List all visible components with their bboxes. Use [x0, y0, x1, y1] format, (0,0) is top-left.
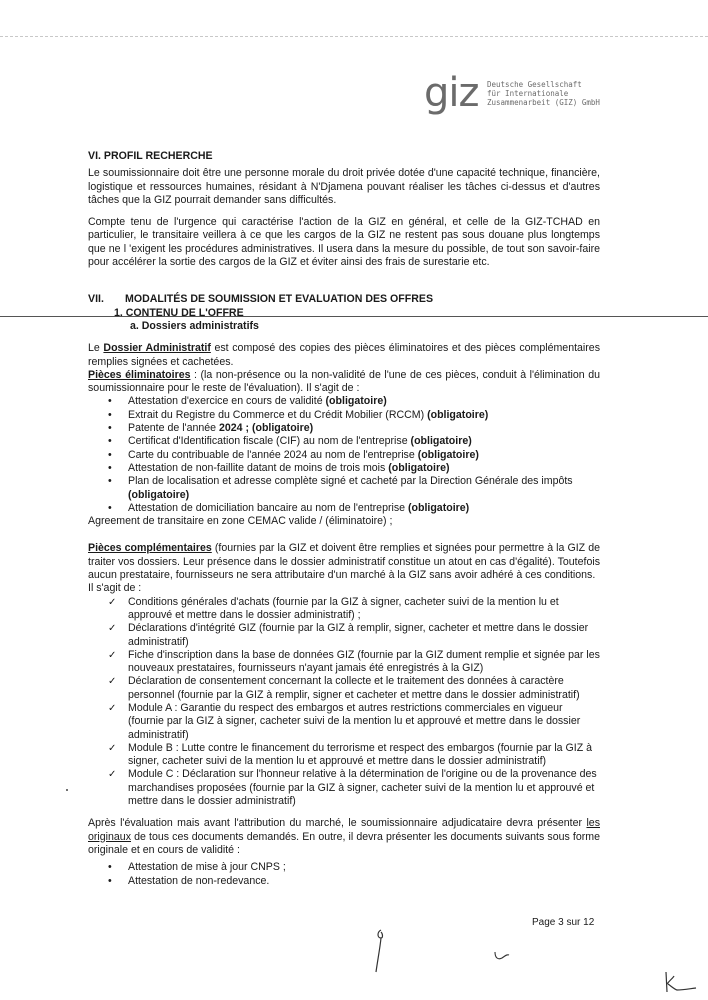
- list-item: ✓ Module B : Lutte contre le financement du terrorisme et respect des embargos (fournie par la GIZ à signer, cacheter suivi de la mention lu et approuvé et mettre dans le dossier administratif): [88, 742, 600, 769]
- section-6-paragraph-1: Le soumissionnaire doit être une personne morale du droit privée dotée d'une capacité technique, financière, logistique et ressources humaines, résidant à N'Djamena pouvant réaliser les tâches ci-dessus et d'autres tâches que la GIZ pourrait demander sans difficultés.: [88, 167, 600, 206]
- list-item: ✓ Conditions générales d'achats (fournie par la GIZ à signer, cacheter suivi de la mention lu et approuvé et mettre dans le dossier administratif) ;: [88, 596, 600, 623]
- elim-intro: Pièces éliminatoires : (la non-présence ou la non-validité de l'une de ces pièces, conduit à l'élimination du soumissionnaire pour le reste de l'évaluation). Il s'agit de :: [88, 368, 600, 395]
- handwritten-initial-mark: [368, 926, 388, 974]
- subsection-1-title: 1. CONTENU DE L'OFFRE: [114, 306, 244, 319]
- subsection-a-title: a. Dossiers administratifs: [130, 319, 259, 332]
- originals-term: les originaux: [88, 817, 600, 843]
- list-item: • Extrait du Registre du Commerce et du Crédit Mobilier (RCCM) (obligatoire): [88, 409, 600, 422]
- list-item: • Certificat d'Identification fiscale (CIF) au nom de l'entreprise (obligatoire): [88, 435, 600, 448]
- comp-list: [88, 596, 600, 809]
- elim-list: [88, 395, 600, 515]
- list-item: • Attestation de domiciliation bancaire au nom de l'entreprise (obligatoire): [88, 502, 600, 515]
- page-number: Page 3 sur 12: [532, 917, 595, 928]
- page-content: [88, 150, 600, 888]
- list-item: • Patente de l'année 2024 ; (obligatoire): [88, 422, 600, 435]
- list-item: • Carte du contribuable de l'année 2024 au nom de l'entreprise (obligatoire): [88, 449, 600, 462]
- handwritten-initial-mark: [492, 948, 512, 964]
- scan-dot: [66, 789, 68, 791]
- list-item: ✓ Module A : Garantie du respect des embargos et autres restrictions commerciales en vigueur (fournie par la GIZ à signer, cacheter suivi de la mention lu et approuvé et mettre dans le dossier administratif): [88, 702, 600, 742]
- final-list: [88, 861, 600, 888]
- handwritten-initial-mark: [662, 970, 698, 994]
- section-7-title: MODALITÉS DE SOUMISSION ET EVALUATION DES OFFRES: [125, 293, 434, 306]
- scan-artifact-line: [0, 36, 708, 37]
- dossier-intro: Le Dossier Administratif est composé des copies des pièces éliminatoires et des pièces complémentaires remplies signées et cachetées.: [88, 342, 600, 368]
- section-6-paragraph-2: Compte tenu de l'urgence qui caractérise l'action de la GIZ en général, et celle de la GIZ-TCHAD en particulier, le transitaire veillera à ce que les cargos de la GIZ ne restent pas sous douane plus longtemps que ne l 'exigent les procédures administratives. Il usera dans la mesure du possible, de tout son savoir-faire pour accélérer la sortie des cargos de la GIZ et éviter ainsi des frais de surestarie etc.: [88, 216, 600, 269]
- list-item: ✓ Fiche d'inscription dans la base de données GIZ (fournie par la GIZ dument remplie et signée par les nouveaux prestataires, fournisseurs n'ayant jamais été enregistrés à la GIZ): [88, 649, 600, 676]
- giz-logo-mark: giz: [424, 70, 479, 116]
- after-evaluation-paragraph: Après l'évaluation mais avant l'attribution du marché, le soumissionnaire adjudicataire devra présenter les originaux de tous ces documents demandés. En outre, il devra présenter les documents suivants sous forme originale et en cours de validité :: [88, 817, 600, 856]
- agrement-line: Agreement de transitaire en zone CEMAC valide / (éliminatoire) ;: [88, 515, 393, 528]
- list-item: ✓ Déclarations d'intégrité GIZ (fournie par la GIZ à remplir, signer, cacheter et mettre dans le dossier administratif): [88, 622, 600, 649]
- section-7-number: VII.: [88, 293, 104, 306]
- dossier-term: Dossier Administratif: [103, 342, 211, 355]
- elim-term: Pièces éliminatoires: [88, 368, 191, 381]
- list-item: ✓ Déclaration de consentement concernant la collecte et le traitement des données à caractère personnel (fournie par la GIZ à remplir, signer et cacheter et mettre dans le dossier administratif): [88, 675, 600, 702]
- comp-lead: Il s'agit de :: [88, 582, 142, 595]
- comp-intro: Pièces complémentaires (fournies par la GIZ et doivent être remplies et signées pour permettre à la GIZ de traiter vos dossiers. Leur présence dans le dossier administratif constitue un atout en cas d'égalité). Toutefois aucun prestataire, fournisseurs ne sera attributaire d'un marché à la GIZ sans avoir adhéré à ces conditions.: [88, 542, 600, 582]
- giz-logo-text: Deutsche Gesellschaft für Internationale Zusammenarbeit (GIZ) GmbH: [487, 80, 600, 107]
- section-6-title: VI. PROFIL RECHERCHE: [88, 150, 213, 162]
- list-item: • Plan de localisation et adresse complète signé et cacheté par la Direction Générale des impôts (obligatoire): [88, 475, 600, 502]
- comp-term: Pièces complémentaires: [88, 542, 212, 555]
- section-7-heading: [88, 293, 600, 306]
- list-item: • Attestation de non-redevance.: [88, 875, 600, 888]
- list-item: • Attestation d'exercice en cours de validité (obligatoire): [88, 395, 600, 408]
- list-item: ✓ Module C : Déclaration sur l'honneur relative à la détermination de l'origine ou de la provenance des marchandises proposées (fournie par la GIZ à signer, cacheter suivi de la mention lu et approuvé et mettre dans le dossier administratif): [88, 768, 600, 808]
- list-item: • Attestation de non-faillite datant de moins de trois mois (obligatoire): [88, 462, 600, 475]
- list-item: • Attestation de mise à jour CNPS ;: [88, 861, 600, 874]
